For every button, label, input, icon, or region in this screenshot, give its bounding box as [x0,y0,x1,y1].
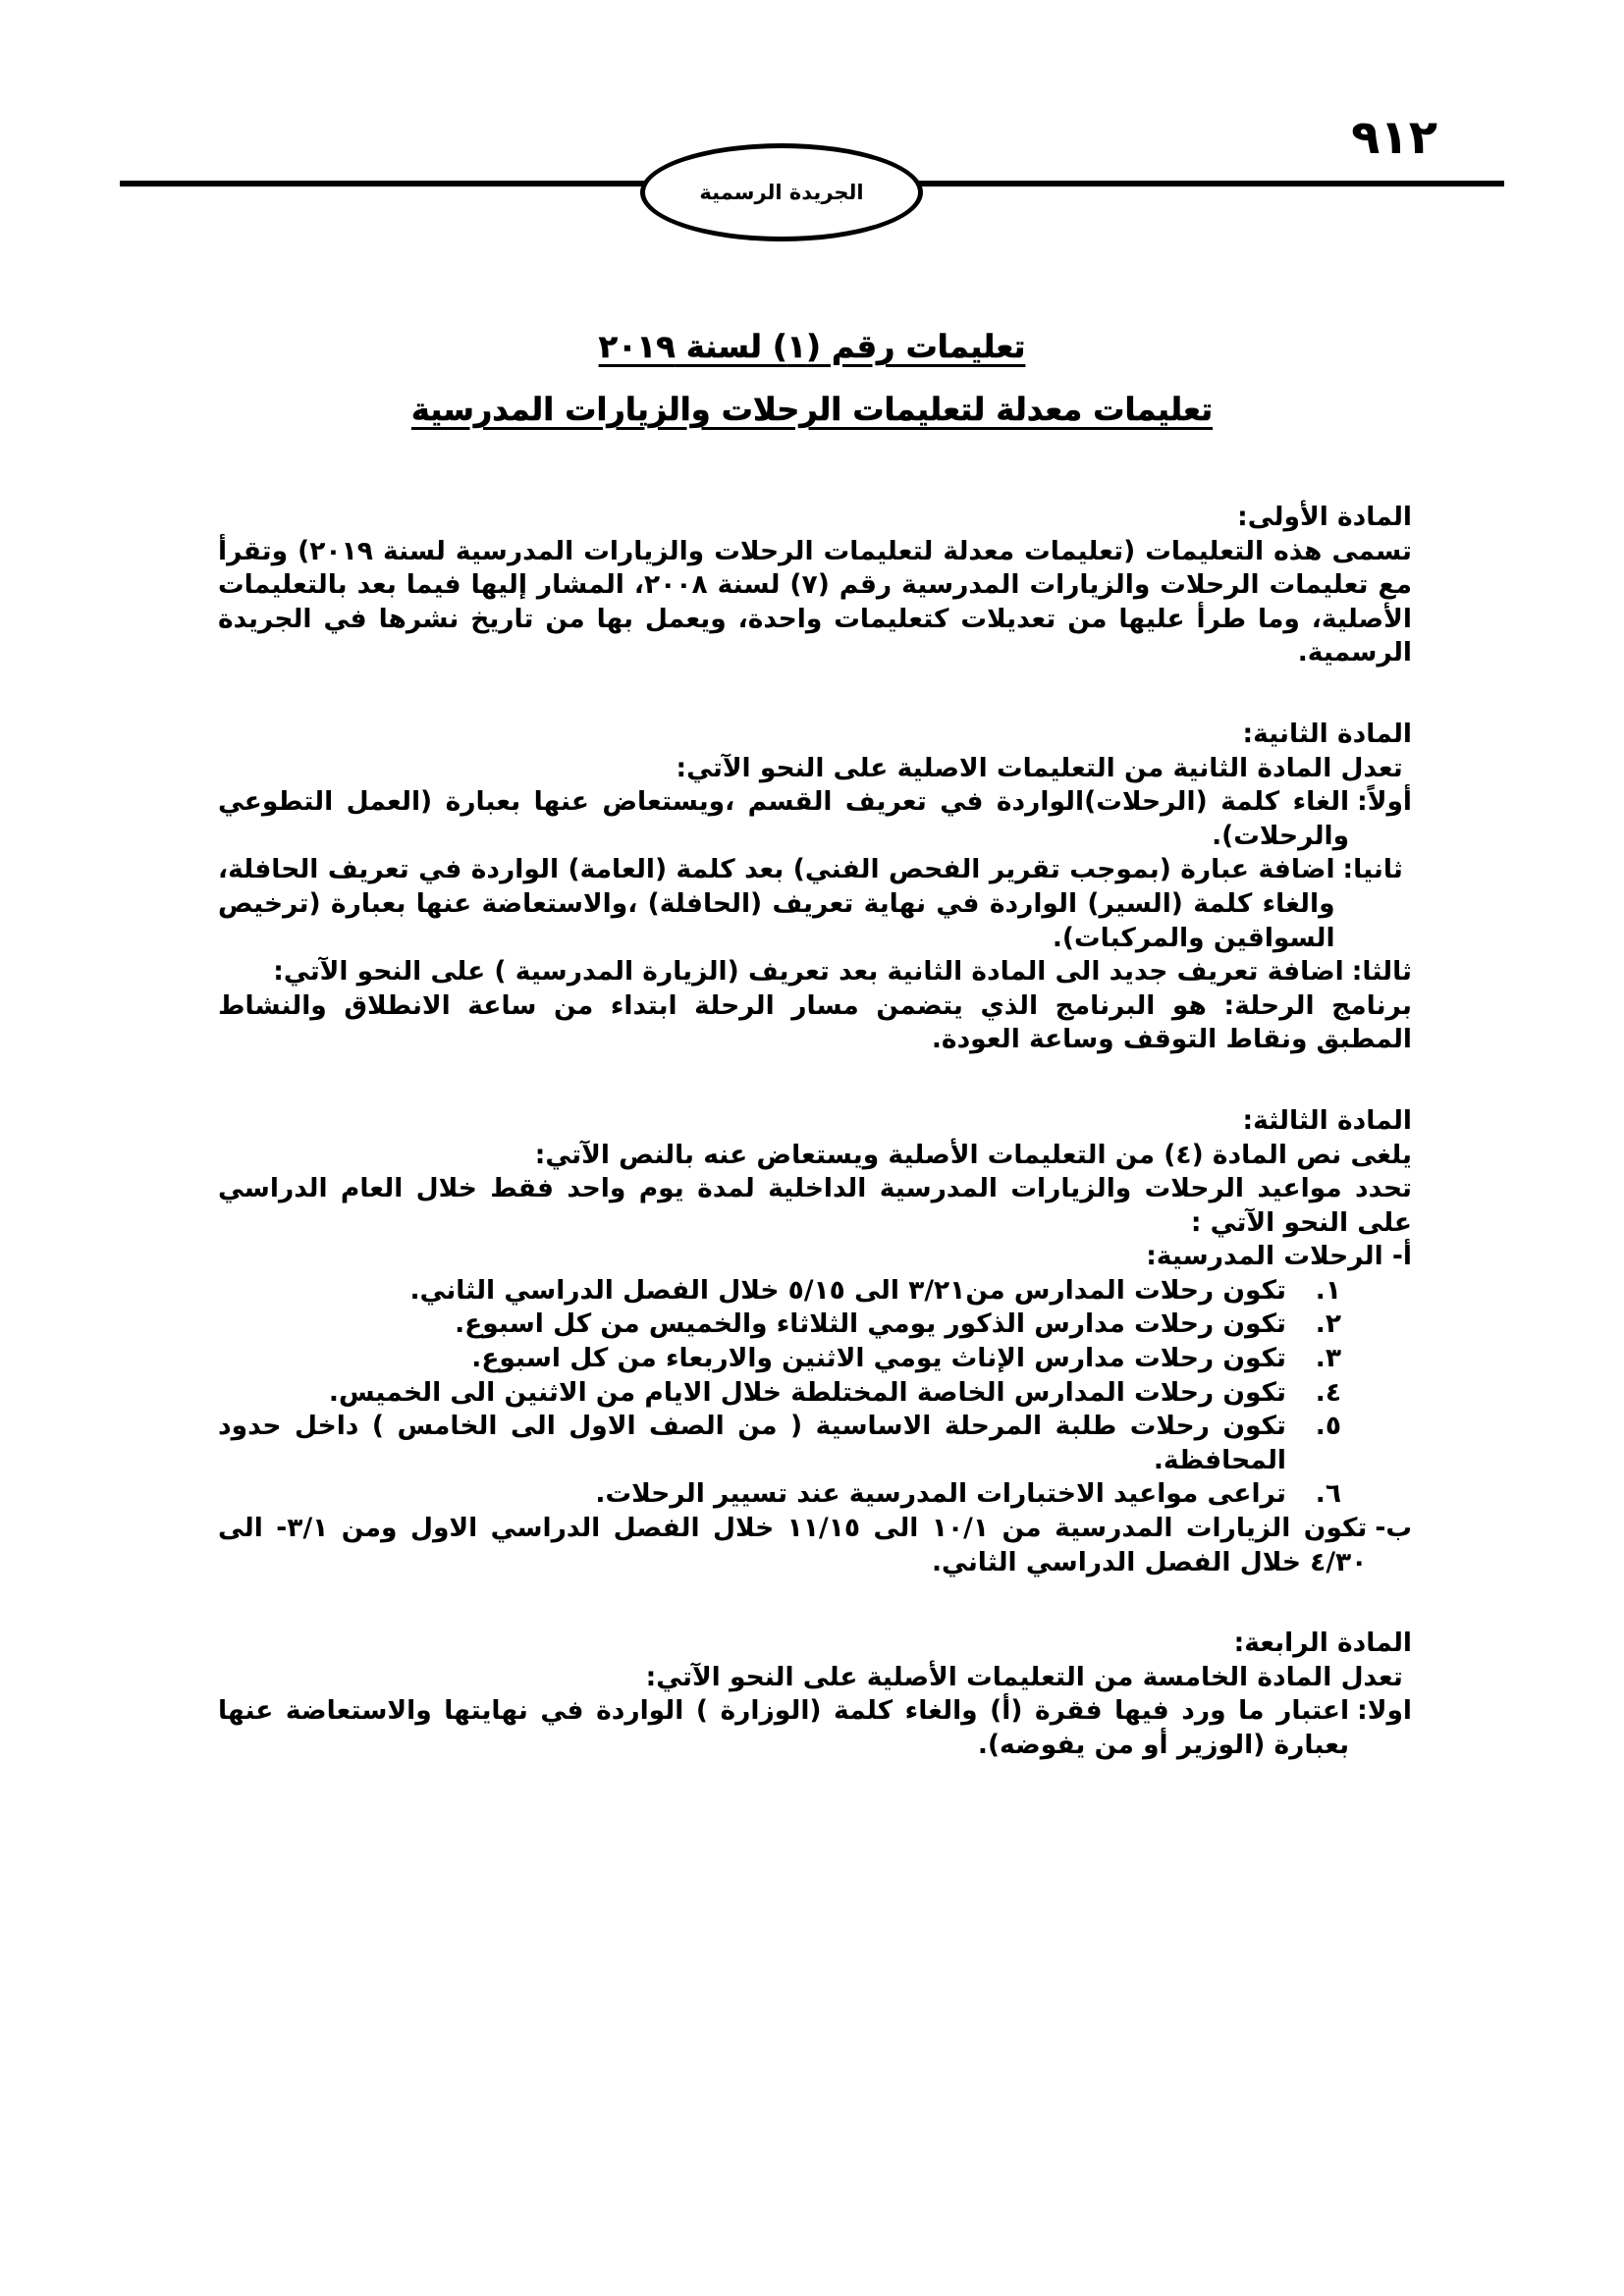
document-title: تعليمات رقم (١) لسنة ٢٠١٩ [598,328,1026,365]
item-marker: اولا: [1357,1695,1412,1727]
definition-text: برنامج الرحلة: هو البرنامج الذي يتضمن مسار الرحلة ابتداء من ساعة الانطلاق والنشاط المطبق ونقاط التوقف وساعة العودة. [218,989,1412,1055]
item-text: تكون رحلات مدارس الذكور يومي الثلاثاء والخميس من كل اسبوع. [455,1308,1286,1340]
item-marker: ثانيا: [1342,854,1412,885]
list-item [218,955,1412,989]
document-body [218,501,1412,1810]
article-text: تسمى هذه التعليمات (تعليمات معدلة لتعليمات الرحلات والزيارات المدرسية لسنة ٢٠١٩) وتقرأ مع تعليمات الرحلات والزيارات المدرسية رقم (٧) لسنة ٢٠٠٨، المشار إليها فيما بعد بالتعليمات الأصلية، وما طرأ عليها من تعديلات كتعليمات واحدة، ويعمل بها من تاريخ نشرها في الجريدة الرسمية. [218,535,1412,668]
item-text: تكون رحلات المدارس من٣/٢١ الى ٥/١٥ خلال الفصل الدراسي الثاني. [409,1274,1286,1306]
list-item [218,1274,1341,1308]
list-item [218,1308,1341,1342]
list-item [218,1410,1341,1477]
article-3 [218,1104,1412,1579]
item-text: الغاء كلمة (الرحلات)الواردة في تعريف القسم ،ويستعاض عنها بعبارة (العمل التطوعي والرحلات). [218,786,1350,851]
article-heading: المادة الثالثة: [1242,1104,1412,1136]
page-number: ٩١٢ [1351,110,1437,165]
article-intro: تعدل المادة الثانية من التعليمات الاصلية على النحو الآتي: [676,752,1412,783]
numbered-list [218,1274,1412,1512]
list-item [218,1376,1341,1411]
list-item [218,1694,1412,1762]
list-item [218,853,1412,955]
item-text: تكون رحلات مدارس الإناث يومي الاثنين والاربعاء من كل اسبوع. [471,1343,1286,1374]
item-marker: ب- [1375,1513,1412,1544]
item-text: تكون رحلات المدارس الخاصة المختلطة خلال الايام من الاثنين الى الخميس. [328,1376,1286,1408]
article-intro: يلغى نص المادة (٤) من التعليمات الأصلية ويستعاض عنه بالنص الآتي: [534,1139,1412,1170]
item-number: ١. [1315,1274,1341,1306]
document-subtitle: تعليمات معدلة لتعليمات الرحلات والزيارات المدرسية [410,391,1214,428]
article-intro: تعدل المادة الخامسة من التعليمات الأصلية على النحو الآتي: [645,1661,1412,1692]
item-number: ٥. [1315,1411,1341,1442]
article-2 [218,718,1412,1057]
article-heading: المادة الرابعة: [1233,1628,1412,1659]
section-b [218,1512,1412,1579]
gazette-name: الجريدة الرسمية [699,181,864,204]
article-heading: المادة الثانية: [1242,718,1412,749]
item-marker: أولاً: [1357,786,1412,818]
list-item [218,1342,1341,1376]
item-text: اضافة تعريف جديد الى المادة الثانية بعد تعريف (الزيارة المدرسية ) على النحو الآتي: [273,956,1344,988]
article-1 [218,501,1412,670]
article-text: تحدد مواعيد الرحلات والزيارات المدرسية الداخلية لمدة يوم واحد فقط خلال العام الدراسي على النحو الآتي : [218,1173,1412,1238]
item-text: اضافة عبارة (بموجب تقرير الفحص الفني) بعد كلمة (العامة) الواردة في تعريف الحافلة، والغاء كلمة (السير) الواردة في نهاية تعريف (الحافلة) ،والاستعاضة عنها بعبارة (ترخيص السواقين والمركبات). [218,854,1335,953]
section-a-heading: أ- الرحلات المدرسية: [1146,1241,1412,1272]
item-text: تكون رحلات طلبة المرحلة الاساسية ( من الصف الاول الى الخامس ) داخل حدود المحافظة. [218,1411,1286,1475]
item-marker: ثالثا: [1351,956,1412,988]
gazette-header-oval [640,143,923,241]
article-4 [218,1627,1412,1762]
item-text: تراعى مواعيد الاختبارات المدرسية عند تسيير الرحلات. [595,1478,1286,1510]
item-number: ٣. [1315,1343,1341,1374]
item-text: تكون الزيارات المدرسية من ١٠/١ الى ١١/١٥ خلال الفصل الدراسي الاول ومن ٣/١- الى ٤/٣٠ خلال الفصل الدراسي الثاني. [218,1513,1368,1577]
item-number: ٦. [1315,1478,1341,1510]
article-heading: المادة الأولى: [1237,502,1412,532]
item-number: ٢. [1315,1308,1341,1340]
list-item [218,785,1412,853]
item-number: ٤. [1315,1376,1341,1408]
list-item [218,1477,1341,1512]
item-text: اعتبار ما ورد فيها فقرة (أ) والغاء كلمة (الوزارة ) الواردة في نهايتها والاستعاضة عنها بعبارة (الوزير أو من يفوضه). [218,1695,1350,1760]
